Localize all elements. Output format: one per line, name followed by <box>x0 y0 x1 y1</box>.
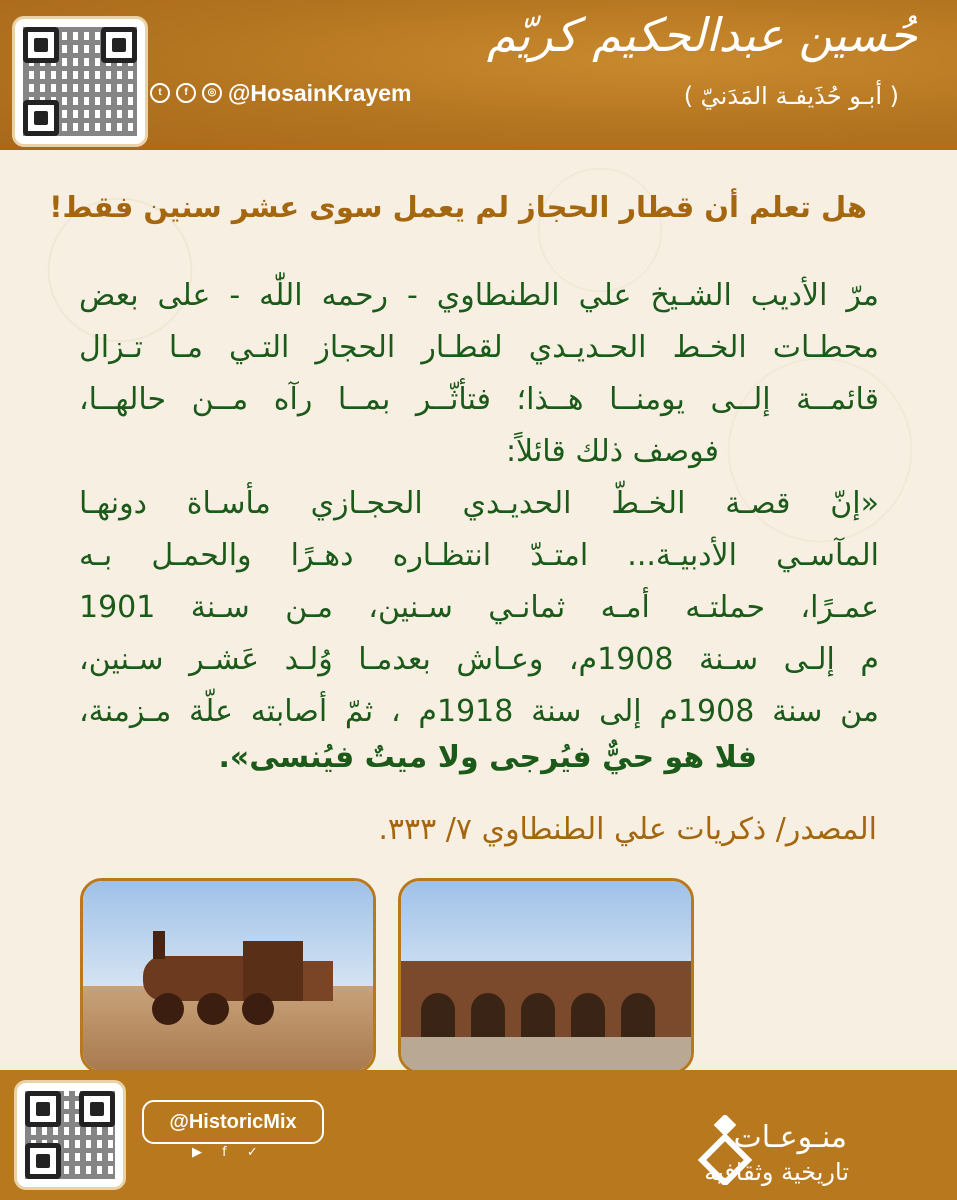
author-handle-row[interactable] <box>150 74 412 112</box>
body-line: قائمــة إلــى يومنــا هــذا؛ فتأثّــر بمــا رآه مــن حالهــا، <box>79 382 879 417</box>
source-citation: المصدر/ ذكريات علي الطنطاوي ٧/ ٣٣٣. <box>378 812 877 847</box>
quote-ending: فلا هو حيٌّ فيُرجى ولا ميتٌ فيُنسى». <box>218 740 757 775</box>
author-name: حُسين عبدالحكيم كريّم <box>486 8 917 62</box>
qr-code-bottom[interactable] <box>14 1080 126 1190</box>
author-handle[interactable]: @HosainKrayem <box>228 79 412 106</box>
body-line: محطـات الخـط الحـديـدي لقطـار الحجاز التـي مـا تـزال <box>79 330 879 365</box>
author-kunya: ( أبـو حُذَيفـة المَدَنيّ ) <box>683 82 899 110</box>
body-line: مرّ الأديب الشـيخ علي الطنطاوي - رحمه اللّٰه - على بعض <box>79 278 879 313</box>
body-line: عمـرًا، حملتـه أمـه ثمانـي سـنين، مـن سـنة 1901 <box>79 590 879 625</box>
body-line: المآسـي الأدبيـة... امتـدّ انتظـاره دهـرًا والحمـل بـه <box>79 538 879 573</box>
instagram-icon[interactable]: ◎ <box>202 83 222 103</box>
logo-subtitle: تاريخية وثقافية <box>704 1158 849 1186</box>
footer-social-icons[interactable]: ▶ f ✓ <box>192 1145 266 1160</box>
locomotive-illustration <box>123 921 333 1031</box>
logo-title: منـوعـات <box>733 1120 847 1155</box>
body-line: م إلـى سـنة 1908م، وعـاش بعدمـا وُلـد عَشـر سـنين، <box>79 642 879 677</box>
body-line: فوصف ذلك قائلاً: <box>505 434 719 469</box>
body-text <box>79 270 879 738</box>
hejaz-station-photo <box>398 878 694 1074</box>
post-title: هل تعلم أن قطار الحجاز لم يعمل سوى عشر سنين فقط! <box>49 190 867 224</box>
body-line: «إنّ قصـة الخـطّ الحديـدي الحجـازي مأسـاة دونهـا <box>79 486 879 521</box>
abandoned-locomotive-photo <box>80 878 376 1074</box>
qr-code-top[interactable] <box>12 16 148 147</box>
channel-handle[interactable]: @HistoricMix <box>142 1100 324 1144</box>
twitter-icon[interactable]: t <box>150 83 170 103</box>
body-line: من سنة 1908م إلى سنة 1918م ، ثمّ أصابته علّة مـزمنة، <box>79 694 879 729</box>
facebook-icon[interactable]: f <box>176 83 196 103</box>
